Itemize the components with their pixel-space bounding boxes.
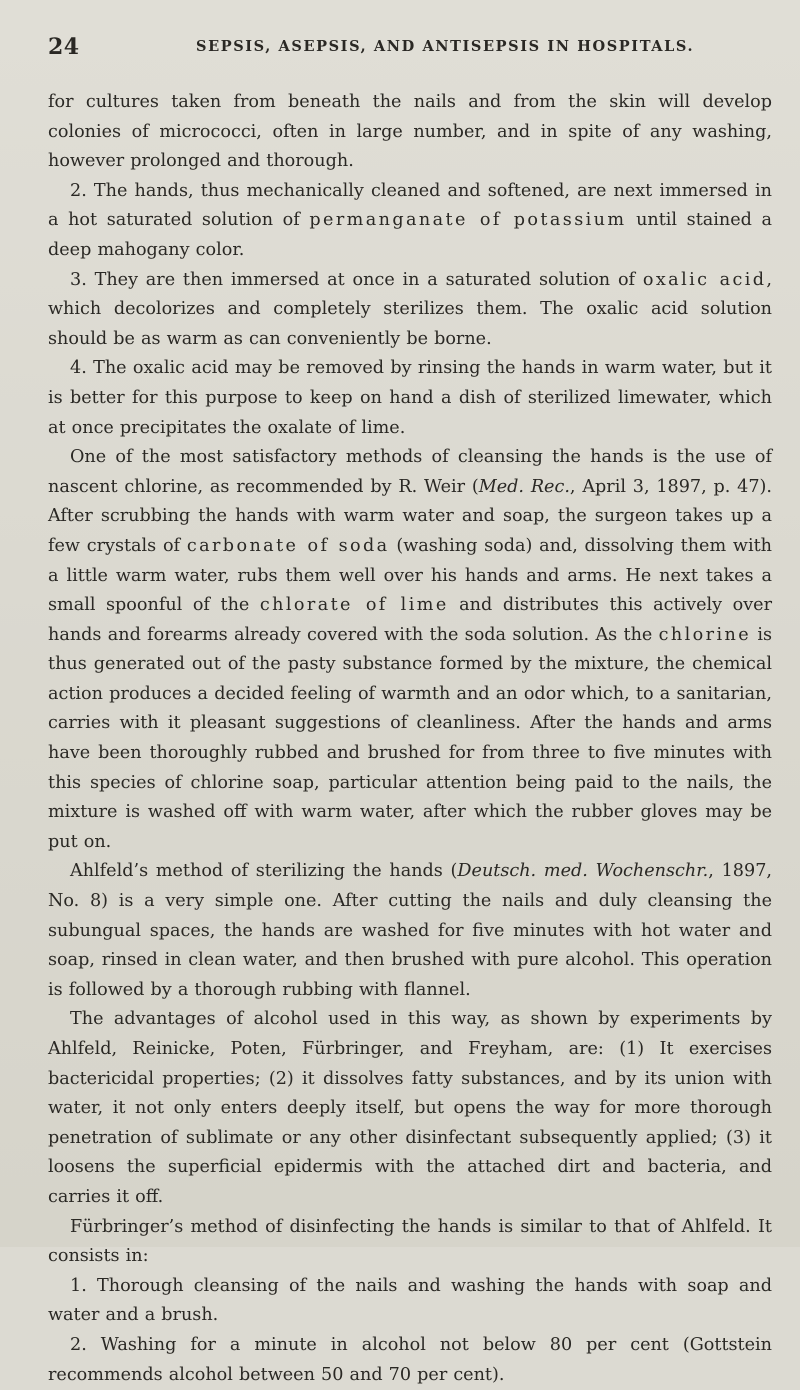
spaced-term: chlorate of lime: [259, 595, 449, 616]
text-run: (washing soda) and, dissolving them with a little warm water, rubs them well over his hands and arms. He next takes a small spoonful of the: [48, 535, 773, 616]
text-run: 2. The hands, thus mechanically cleaned and softened, are next immersed in a hot saturated solution of: [48, 180, 772, 231]
running-title: SEPSIS, ASEPSIS, AND ANTISEPSIS IN HOSPITALS.: [196, 38, 695, 55]
spaced-term: chlorine: [658, 624, 752, 645]
paragraph-alcohol-advantages: The advantages of alcohol used in this way, as shown by experiments by Ahlfeld, Reinicke, Poten, Fürbringer, and Freyham, are: (1) It exercises bactericidal properties; (2) it dissolves fatty substances, and by its union with water, it not only enters deeply itself, but opens the way for more thorough penetration of sublimate or any other disinfectant subsequently applied; (3) it loosens the superficial epidermis with the attached dirt and bacteria, and carries it off.: [48, 1009, 772, 1207]
citation-title: Deutsch. med. Wochenschr.: [457, 861, 709, 882]
paragraph-furbringer-step-2: 2. Washing for a minute in alcohol not below 80 per cent (Gottstein recommends alcohol between 50 and 70 per cent).: [48, 1334, 772, 1385]
spaced-term: carbonate of soda: [186, 535, 390, 556]
running-head: [48, 34, 772, 74]
paragraph-ahlfeld-method: [48, 857, 772, 1005]
spaced-term: oxalic acid: [642, 269, 767, 290]
text-run: and distributes this actively over hands and forearms already covered with the soda solution. As the: [48, 595, 772, 645]
text-run: 3. They are then immersed at once in a saturated solution of: [70, 269, 643, 290]
citation-title: Med. Rec.: [478, 476, 570, 497]
text-run: , 1897, No. 8) is a very simple one. After cutting the nails and duly cleansing the subungual spaces, the hands are washed for five minutes with hot water and soap, rinsed in clean water, and then brushed with pure alcohol. This operation is followed by a thorough rubbing with flannel.: [48, 861, 772, 1000]
paragraph-nascent-chlorine: [48, 443, 772, 857]
text-run: until stained a deep mahogany color.: [48, 210, 772, 260]
body-text: [48, 88, 772, 1390]
text-run: , April 3, 1897, p. 47). After scrubbing the hands with warm water and soap, the surgeon takes up a few crystals of: [48, 476, 772, 556]
text-run: , which decolorizes and completely sterilizes them. The oxalic acid solution should be as warm as can conveniently be borne.: [48, 269, 772, 349]
page-number: 24: [48, 34, 80, 60]
spaced-term: permanganate of potassium: [309, 210, 627, 231]
text-run: Ahlfeld’s method of sterilizing the hands (: [70, 861, 458, 882]
text-run: is thus generated out of the pasty substance formed by the mixture, the chemical action produces a decided feeling of warmth and an odor which, to a sanitarian, carries with it pleasant suggestions of cleanliness. After the hands and arms have been thoroughly rubbed and brushed for from three to five minutes with this species of chlorine soap, particular attention being paid to the nails, the mixture is washed off with warm water, after which the rubber gloves may be put on.: [48, 624, 772, 852]
paragraph-step-2: [48, 177, 772, 266]
text-run: nascent chlorine: [48, 476, 198, 497]
text-run: , as recommended by R. Weir (: [197, 476, 479, 497]
paragraph-step-3: [48, 266, 772, 355]
text-run: One of the most satisfactory methods of cleansing the hands is the use of: [70, 447, 772, 468]
paragraph-step-4: 4. The oxalic acid may be removed by rinsing the hands in warm water, but it is better for this purpose to keep on hand a dish of sterilized limewater, which at once precipitates the oxalate of lime.: [48, 358, 772, 438]
paragraph-furbringer-step-1: 1. Thorough cleansing of the nails and washing the hands with soap and water and a brush.: [48, 1275, 772, 1326]
paragraph-continuation: for cultures taken from beneath the nails and from the skin will develop colonies of micrococci, often in large number, and in spite of any washing, however prolonged and thorough.: [48, 92, 772, 172]
paragraph-furbringer-method: Fürbringer’s method of disinfecting the hands is similar to that of Ahlfeld. It consists in:: [48, 1216, 772, 1267]
